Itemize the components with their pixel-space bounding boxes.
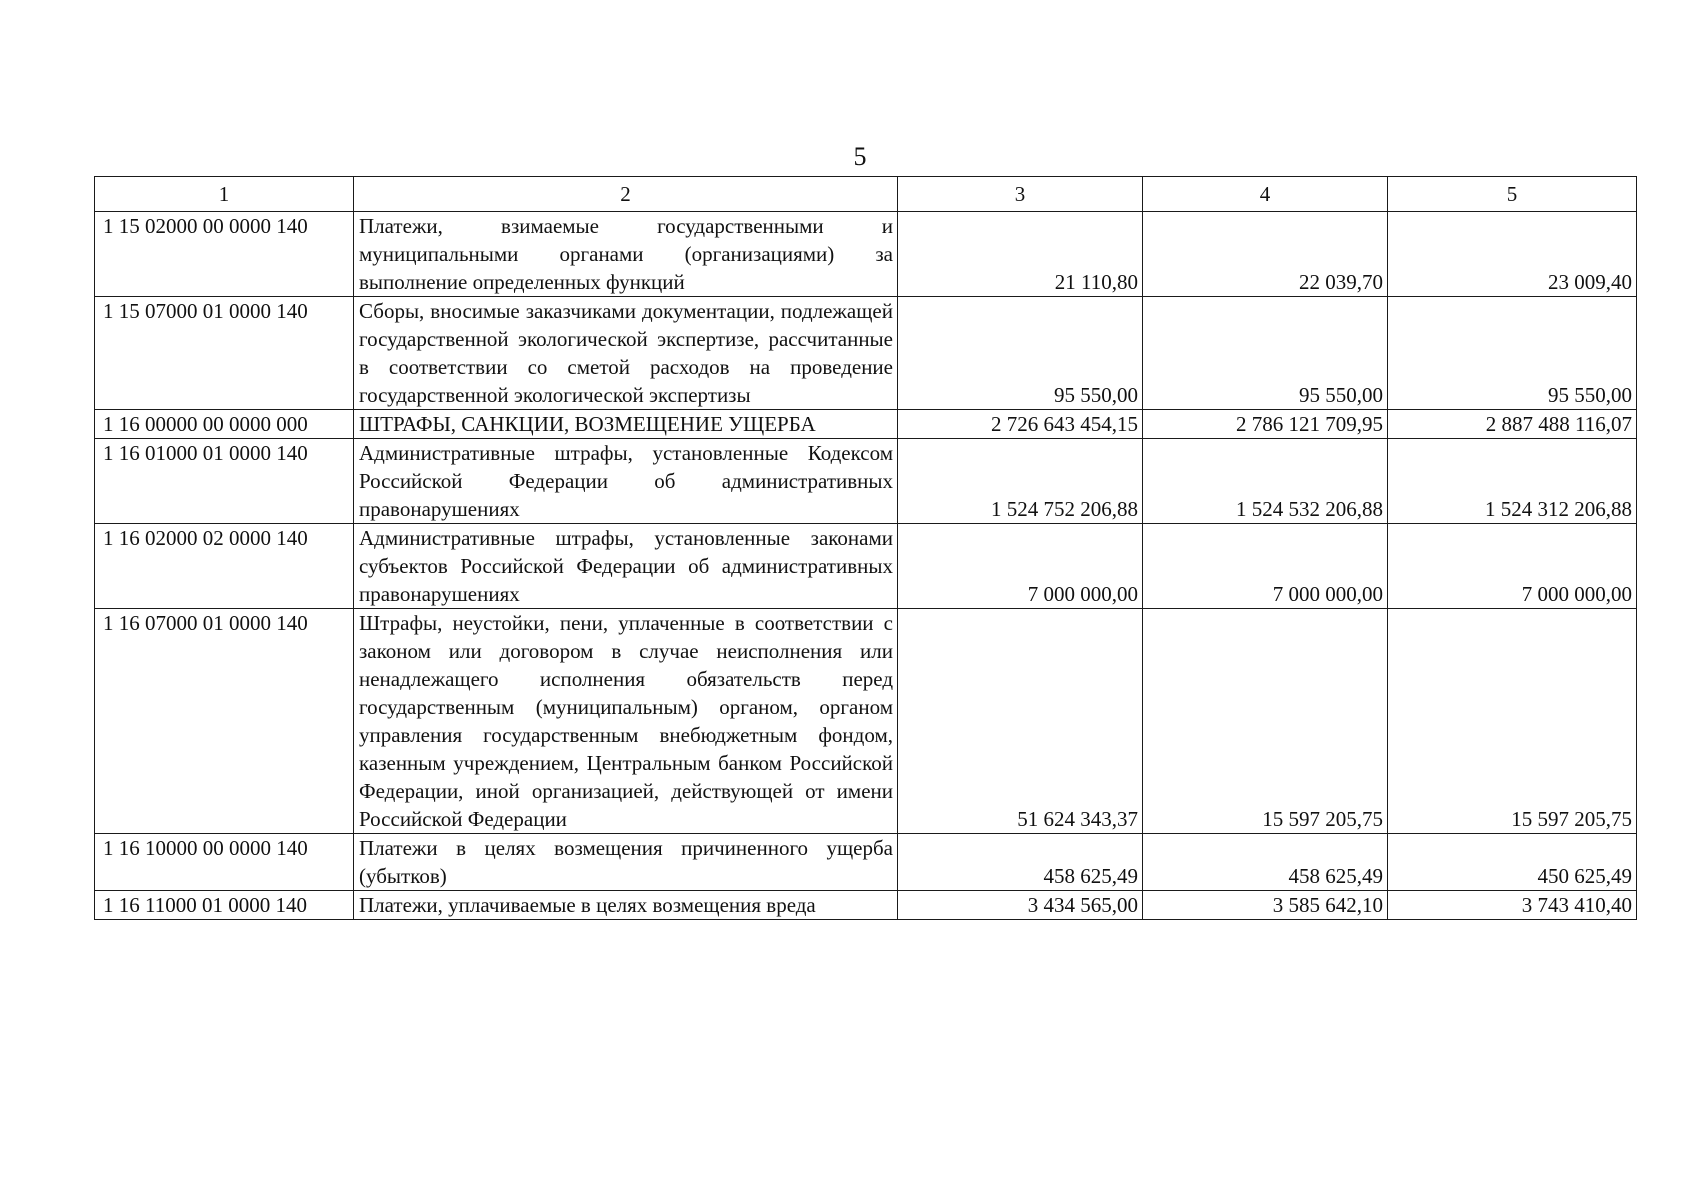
table-row — [95, 410, 1637, 439]
amount-col-3: 51 624 343,37 — [898, 609, 1143, 834]
revenue-code: 1 16 02000 02 0000 140 — [95, 524, 354, 609]
table-row — [95, 891, 1637, 920]
amount-col-5: 450 625,49 — [1388, 834, 1637, 891]
table-row — [95, 834, 1637, 891]
amount-col-3: 2 726 643 454,15 — [898, 410, 1143, 439]
amount-col-4: 95 550,00 — [1143, 297, 1388, 410]
revenue-name: Сборы, вносимые заказчиками документации, подлежащей государственной экологической экспертизе, рассчитанные в соответствии со сметой расходов на проведение государственной экологической экспертизы — [354, 297, 898, 410]
revenue-code: 1 16 01000 01 0000 140 — [95, 439, 354, 524]
amount-col-4: 15 597 205,75 — [1143, 609, 1388, 834]
revenue-name: Штрафы, неустойки, пени, уплаченные в соответствии с законом или договором в случае неисполнения или ненадлежащего исполнения обязательств перед государственным (муниципальным) органом, органом управления государственным внебюджетным фондом, казенным учреждением, Центральным банком Российской Федерации, иной организацией, действующей от имени Российской Федерации — [354, 609, 898, 834]
amount-col-5: 3 743 410,40 — [1388, 891, 1637, 920]
column-header-5: 5 — [1388, 177, 1637, 212]
revenue-name: Платежи в целях возмещения причиненного ущерба (убытков) — [354, 834, 898, 891]
revenue-code: 1 16 00000 00 0000 000 — [95, 410, 354, 439]
revenue-code: 1 15 02000 00 0000 140 — [95, 212, 354, 297]
page-number: 5 — [853, 142, 867, 171]
table-header-row — [95, 177, 1637, 212]
amount-col-4: 22 039,70 — [1143, 212, 1388, 297]
amount-col-3: 7 000 000,00 — [898, 524, 1143, 609]
table-row — [95, 212, 1637, 297]
revenue-table — [94, 176, 1637, 920]
amount-col-5: 15 597 205,75 — [1388, 609, 1637, 834]
amount-col-3: 1 524 752 206,88 — [898, 439, 1143, 524]
amount-col-5: 7 000 000,00 — [1388, 524, 1637, 609]
amount-col-3: 95 550,00 — [898, 297, 1143, 410]
column-header-4: 4 — [1143, 177, 1388, 212]
amount-col-5: 1 524 312 206,88 — [1388, 439, 1637, 524]
amount-col-3: 3 434 565,00 — [898, 891, 1143, 920]
revenue-code: 1 15 07000 01 0000 140 — [95, 297, 354, 410]
table-row — [95, 439, 1637, 524]
amount-col-4: 2 786 121 709,95 — [1143, 410, 1388, 439]
amount-col-4: 3 585 642,10 — [1143, 891, 1388, 920]
column-header-3: 3 — [898, 177, 1143, 212]
amount-col-4: 7 000 000,00 — [1143, 524, 1388, 609]
revenue-name: ШТРАФЫ, САНКЦИИ, ВОЗМЕЩЕНИЕ УЩЕРБА — [354, 410, 898, 439]
revenue-name: Платежи, взимаемые государственными и муниципальными органами (организациями) за выполнение определенных функций — [354, 212, 898, 297]
revenue-name: Административные штрафы, установленные законами субъектов Российской Федерации об административных правонарушениях — [354, 524, 898, 609]
amount-col-4: 458 625,49 — [1143, 834, 1388, 891]
column-header-2: 2 — [354, 177, 898, 212]
table-row — [95, 524, 1637, 609]
amount-col-5: 95 550,00 — [1388, 297, 1637, 410]
revenue-code: 1 16 07000 01 0000 140 — [95, 609, 354, 834]
amount-col-4: 1 524 532 206,88 — [1143, 439, 1388, 524]
amount-col-3: 21 110,80 — [898, 212, 1143, 297]
column-header-1: 1 — [95, 177, 354, 212]
revenue-name: Платежи, уплачиваемые в целях возмещения вреда — [354, 891, 898, 920]
amount-col-5: 2 887 488 116,07 — [1388, 410, 1637, 439]
amount-col-5: 23 009,40 — [1388, 212, 1637, 297]
revenue-code: 1 16 11000 01 0000 140 — [95, 891, 354, 920]
table-row — [95, 297, 1637, 410]
table-row — [95, 609, 1637, 834]
revenue-name: Административные штрафы, установленные Кодексом Российской Федерации об административных правонарушениях — [354, 439, 898, 524]
amount-col-3: 458 625,49 — [898, 834, 1143, 891]
revenue-code: 1 16 10000 00 0000 140 — [95, 834, 354, 891]
